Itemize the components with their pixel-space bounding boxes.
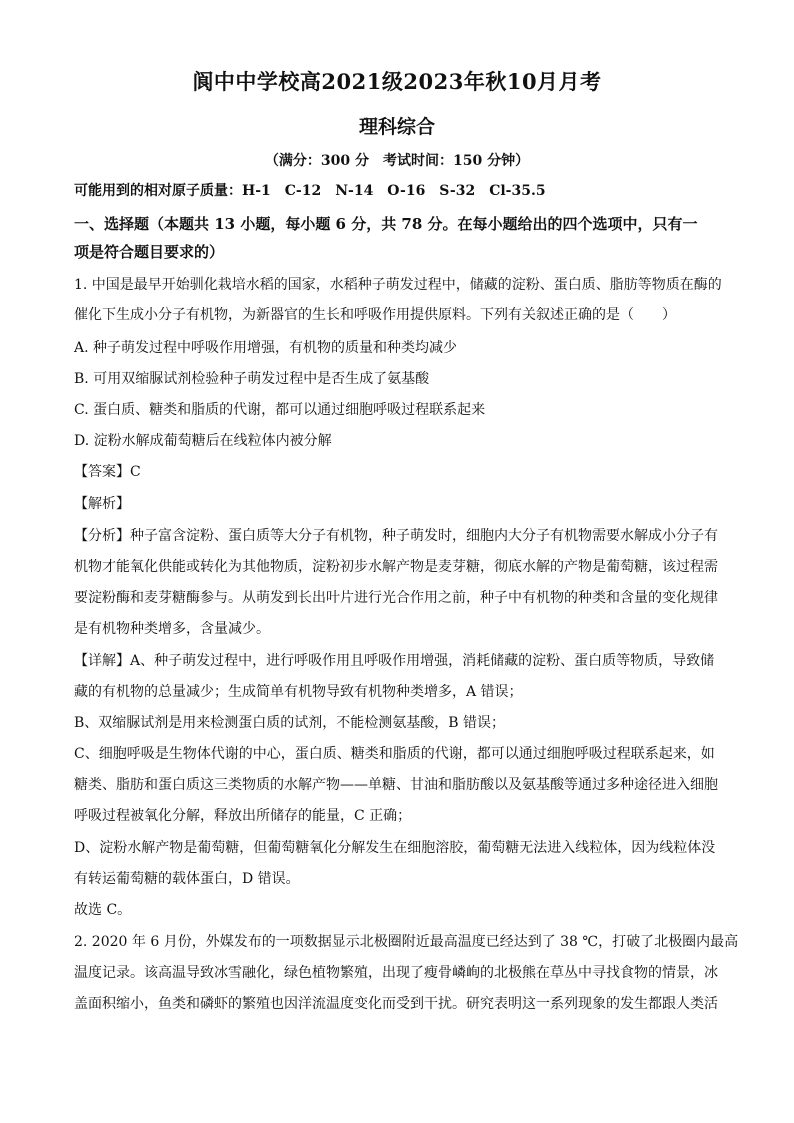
q2-stem-line: 温度记录。该高温导致冰雪融化，绿色植物繁殖，出现了瘦骨嶙峋的北极熊在草丛中寻找食物的情景，冰 — [74, 965, 718, 981]
q1-detail-line: D、淀粉水解产物是葡萄糖，但葡萄糖氧化分解发生在细胞溶胶，葡萄糖无法进入线粒体，因为线粒体没 — [74, 840, 716, 856]
q1-analysis-line: 是有机物种类增多，含量减少。 — [74, 621, 270, 637]
q1-answer: 【答案】C — [74, 464, 141, 480]
exam-title: 阆中中学校高2021级2023年秋10月月考 — [192, 69, 602, 94]
section-heading-line1: 一、选择题（本题共 13 小题，每小题 6 分，共 78 分。在每小题给出的四个选项中，只有一 — [74, 215, 698, 233]
q1-detail-line: B、双缩脲试剂是用来检测蛋白质的试剂，不能检测氨基酸，B 错误； — [74, 715, 506, 731]
q1-analysis-label: 【解析】 — [74, 496, 130, 512]
q2-stem-line: 2. 2020 年 6 月份，外媒发布的一项数据显示北极圈附近最高温度已经达到了 38 ℃，打破了北极圈内最高 — [74, 934, 739, 950]
q1-analysis-line: 要淀粉酶和麦芽糖酶参与。从萌发到长出叶片进行光合作用之前，种子中有机物的种类和含量的变化规律 — [74, 590, 718, 606]
q1-option-b: B. 可用双缩脲试剂检验种子萌发过程中是否生成了氨基酸 — [74, 371, 430, 387]
q1-option-a: A. 种子萌发过程中呼吸作用增强，有机物的质量和种类均减少 — [74, 340, 458, 356]
q1-detail-line: 糖类、脂肪和蛋白质这三类物质的水解产物——单糖、甘油和脂肪酸以及氨基酸等通过多种途径进入细胞 — [74, 777, 718, 793]
section-heading-line2: 项是符合题目要求的） — [74, 243, 225, 261]
q1-detail-line: 有转运葡萄糖的载体蛋白，D 错误。 — [74, 871, 300, 887]
q1-analysis-line: 【分析】种子富含淀粉、蛋白质等大分子有机物，种子萌发时，细胞内大分子有机物需要水解成小分子有 — [74, 528, 718, 544]
q1-stem-line1: 1. 中国是最早开始驯化栽培水稻的国家，水稻种子萌发过程中，储藏的淀粉、蛋白质、脂肪等物质在酶的 — [74, 277, 722, 293]
q1-option-c: C. 蛋白质、糖类和脂质的代谢，都可以通过细胞呼吸过程联系起来 — [74, 402, 486, 418]
q1-detail-line: 【详解】A、种子萌发过程中，进行呼吸作用且呼吸作用增强，消耗储藏的淀粉、蛋白质等物质，导致储 — [74, 653, 715, 669]
q2-stem-line: 盖面积缩小，鱼类和磷虾的繁殖也因洋流温度变化而受到干扰。研究表明这一系列现象的发生都跟人类活 — [74, 996, 718, 1012]
atomic-masses: 可能用到的相对原子质量：H-1 C-12 N-14 O-16 S-32 Cl-35.5 — [74, 183, 546, 199]
q1-analysis-line: 机物才能氧化供能或转化为其他物质，淀粉初步水解产物是麦芽糖，彻底水解的产物是葡萄糖，该过程需 — [74, 559, 718, 575]
q1-detail-line: 藏的有机物的总量减少；生成简单有机物导致有机物种类增多，A 错误； — [74, 684, 523, 700]
exam-info: （满分：300 分 考试时间：150 分钟） — [264, 153, 530, 169]
q1-option-d: D. 淀粉水解成葡萄糖后在线粒体内被分解 — [74, 433, 332, 449]
q1-detail-line: 呼吸过程被氧化分解，释放出所储存的能量，C 正确； — [74, 808, 412, 824]
q1-detail-line: C、细胞呼吸是生物体代谢的中心，蛋白质、糖类和脂质的代谢，都可以通过细胞呼吸过程联系起来，如 — [74, 746, 715, 762]
q1-detail-line: 故选 C。 — [74, 902, 132, 918]
q1-stem-line2: 催化下生成小分子有机物，为新器官的生长和呼吸作用提供原料。下列有关叙述正确的是（ ） — [74, 307, 676, 323]
exam-subject: 理科综合 — [358, 116, 435, 138]
